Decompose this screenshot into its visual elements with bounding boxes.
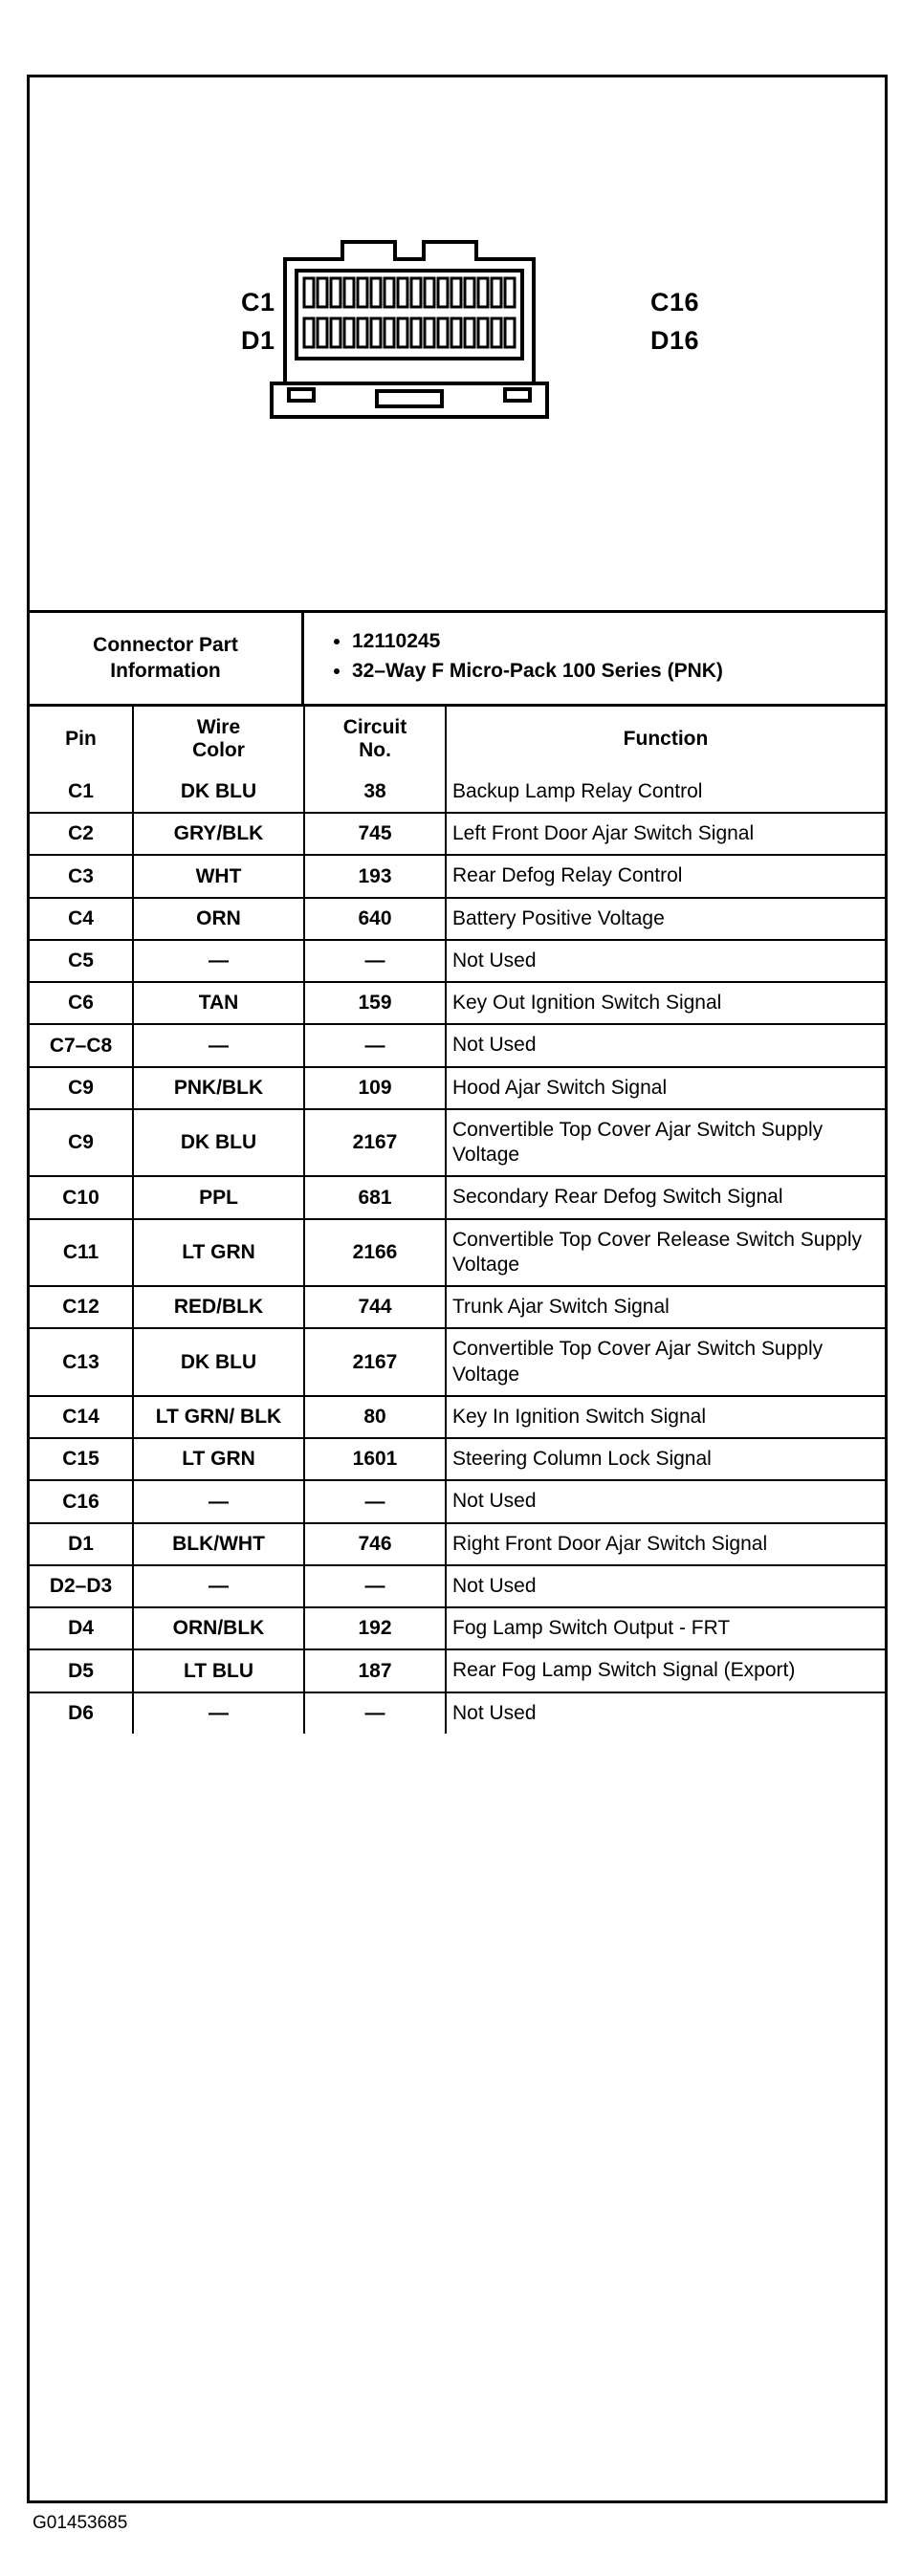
- table-row: [30, 1607, 885, 1649]
- cell-circuit-no: 159: [304, 982, 446, 1024]
- connector-part-information: [30, 613, 885, 707]
- cell-function: Rear Defog Relay Control: [446, 855, 885, 897]
- cell-circuit-no: 744: [304, 1286, 446, 1328]
- cell-wire-color: DK BLU: [133, 1109, 304, 1177]
- cell-wire-color: RED/BLK: [133, 1286, 304, 1328]
- table-row: [30, 1565, 885, 1607]
- cell-pin: C10: [30, 1176, 133, 1218]
- connector-figure-frame: [27, 75, 888, 2503]
- cell-pin: C14: [30, 1396, 133, 1438]
- table-row: [30, 1649, 885, 1692]
- cell-wire-color: PPL: [133, 1176, 304, 1218]
- cell-pin: C9: [30, 1067, 133, 1109]
- cell-function: Not Used: [446, 1480, 885, 1522]
- cell-pin: C6: [30, 982, 133, 1024]
- cell-circuit-no: 681: [304, 1176, 446, 1218]
- cell-wire-color: TAN: [133, 982, 304, 1024]
- cell-pin: C13: [30, 1328, 133, 1396]
- cell-function: Hood Ajar Switch Signal: [446, 1067, 885, 1109]
- table-row: [30, 1219, 885, 1287]
- cell-wire-color: LT BLU: [133, 1649, 304, 1692]
- cell-function: Secondary Rear Defog Switch Signal: [446, 1176, 885, 1218]
- cell-wire-color: LT GRN: [133, 1219, 304, 1287]
- column-header-circuit-no: [304, 707, 446, 772]
- cell-wire-color: —: [133, 1565, 304, 1607]
- cell-wire-color: GRY/BLK: [133, 813, 304, 855]
- cell-pin: D1: [30, 1523, 133, 1565]
- cell-pin: D2–D3: [30, 1565, 133, 1607]
- cell-circuit-no: —: [304, 1565, 446, 1607]
- table-row: [30, 1438, 885, 1480]
- list-item: • 12110245: [352, 628, 875, 654]
- cell-circuit-no: 745: [304, 813, 446, 855]
- table-row: [30, 940, 885, 982]
- cell-pin: C12: [30, 1286, 133, 1328]
- column-header-circuit-line1: Circuit: [342, 715, 407, 738]
- cell-pin: C11: [30, 1219, 133, 1287]
- cell-pin: C1: [30, 772, 133, 813]
- pin-table-body: [30, 772, 885, 1734]
- connector-part-bullet-list: [331, 628, 875, 685]
- table-header-row: [30, 707, 885, 772]
- cell-pin: D6: [30, 1692, 133, 1734]
- connector-label-d16: D16: [650, 326, 700, 355]
- cell-wire-color: PNK/BLK: [133, 1067, 304, 1109]
- cpi-heading-line1: Connector Part: [93, 634, 238, 656]
- column-header-wire-line1: Wire: [196, 715, 241, 738]
- cell-wire-color: —: [133, 940, 304, 982]
- column-header-circuit-line2: No.: [359, 738, 391, 761]
- cpi-heading-line2: Information: [110, 660, 221, 683]
- cell-function: Trunk Ajar Switch Signal: [446, 1286, 885, 1328]
- cell-circuit-no: 80: [304, 1396, 446, 1438]
- cell-circuit-no: 746: [304, 1523, 446, 1565]
- connector-label-d1: D1: [241, 326, 275, 355]
- table-row: [30, 1024, 885, 1066]
- cell-circuit-no: 193: [304, 855, 446, 897]
- table-row: [30, 1176, 885, 1218]
- cell-circuit-no: 2166: [304, 1219, 446, 1287]
- table-row: [30, 1692, 885, 1734]
- cell-function: Convertible Top Cover Ajar Switch Supply Voltage: [446, 1109, 885, 1177]
- list-item: • 32–Way F Micro-Pack 100 Series (PNK): [352, 658, 875, 684]
- cell-wire-color: ORN/BLK: [133, 1607, 304, 1649]
- column-header-wire-line2: Color: [192, 738, 245, 761]
- cell-function: Left Front Door Ajar Switch Signal: [446, 813, 885, 855]
- cell-function: Convertible Top Cover Ajar Switch Supply Voltage: [446, 1328, 885, 1396]
- cell-wire-color: LT GRN: [133, 1438, 304, 1480]
- column-header-wire-color: [133, 707, 304, 772]
- table-row: [30, 982, 885, 1024]
- cell-circuit-no: 2167: [304, 1328, 446, 1396]
- cell-circuit-no: 192: [304, 1607, 446, 1649]
- cell-pin: C9: [30, 1109, 133, 1177]
- column-header-function: [446, 707, 885, 772]
- cell-pin: C5: [30, 940, 133, 982]
- table-row: [30, 1523, 885, 1565]
- figure-number: G01453685: [33, 2513, 128, 2533]
- cell-function: Right Front Door Ajar Switch Signal: [446, 1523, 885, 1565]
- table-row: [30, 813, 885, 855]
- cell-wire-color: —: [133, 1692, 304, 1734]
- cell-function: Convertible Top Cover Release Switch Supply Voltage: [446, 1219, 885, 1287]
- cell-pin: C15: [30, 1438, 133, 1480]
- cell-pin: D5: [30, 1649, 133, 1692]
- column-header-pin-label: Pin: [65, 727, 97, 750]
- connector-label-c1: C1: [241, 288, 275, 317]
- connector-svg: [189, 221, 725, 498]
- cell-function: Key Out Ignition Switch Signal: [446, 982, 885, 1024]
- cell-circuit-no: —: [304, 1692, 446, 1734]
- cell-circuit-no: 109: [304, 1067, 446, 1109]
- column-header-function-label: Function: [623, 727, 709, 750]
- cell-circuit-no: 640: [304, 898, 446, 940]
- cell-circuit-no: 2167: [304, 1109, 446, 1177]
- table-row: [30, 1109, 885, 1177]
- cell-wire-color: DK BLU: [133, 1328, 304, 1396]
- cell-function: Not Used: [446, 940, 885, 982]
- cell-function: Fog Lamp Switch Output - FRT: [446, 1607, 885, 1649]
- connector-drawing: [189, 221, 725, 498]
- connector-label-c16: C16: [650, 288, 700, 317]
- cell-circuit-no: 187: [304, 1649, 446, 1692]
- cell-function: Not Used: [446, 1024, 885, 1066]
- cell-pin: C3: [30, 855, 133, 897]
- cell-wire-color: WHT: [133, 855, 304, 897]
- table-row: [30, 772, 885, 813]
- cell-wire-color: BLK/WHT: [133, 1523, 304, 1565]
- cell-pin: D4: [30, 1607, 133, 1649]
- cell-function: Not Used: [452, 1701, 537, 1724]
- connector-part-information-heading: [30, 613, 304, 704]
- cell-circuit-no: —: [304, 1480, 446, 1522]
- cell-wire-color: —: [133, 1024, 304, 1066]
- table-row: [30, 1480, 885, 1522]
- connector-illustration-area: [30, 77, 885, 613]
- cell-circuit-no: 38: [304, 772, 446, 813]
- cell-function: Steering Column Lock Signal: [446, 1438, 885, 1480]
- table-row: [30, 1067, 885, 1109]
- cell-wire-color: —: [133, 1480, 304, 1522]
- pin-function-table: [30, 707, 885, 1734]
- cell-wire-color: DK BLU: [133, 772, 304, 813]
- cell-circuit-no: —: [304, 940, 446, 982]
- cell-pin: C16: [30, 1480, 133, 1522]
- cell-wire-color: LT GRN/ BLK: [133, 1396, 304, 1438]
- table-row: [30, 1328, 885, 1396]
- cell-circuit-no: 1601: [304, 1438, 446, 1480]
- table-row: [30, 898, 885, 940]
- cell-function: Backup Lamp Relay Control: [446, 772, 885, 813]
- cell-pin: C7–C8: [30, 1024, 133, 1066]
- cell-function: Not Used: [446, 1565, 885, 1607]
- table-row: [30, 1396, 885, 1438]
- cell-pin: C4: [30, 898, 133, 940]
- cell-circuit-no: —: [304, 1024, 446, 1066]
- cell-wire-color: ORN: [133, 898, 304, 940]
- table-row: [30, 1286, 885, 1328]
- cell-function: Battery Positive Voltage: [446, 898, 885, 940]
- cell-function: Rear Fog Lamp Switch Signal (Export): [446, 1649, 885, 1692]
- connector-part-information-values: [304, 613, 885, 704]
- cell-pin: C2: [30, 813, 133, 855]
- column-header-pin: [30, 707, 133, 772]
- cell-function: Key In Ignition Switch Signal: [446, 1396, 885, 1438]
- table-row: [30, 855, 885, 897]
